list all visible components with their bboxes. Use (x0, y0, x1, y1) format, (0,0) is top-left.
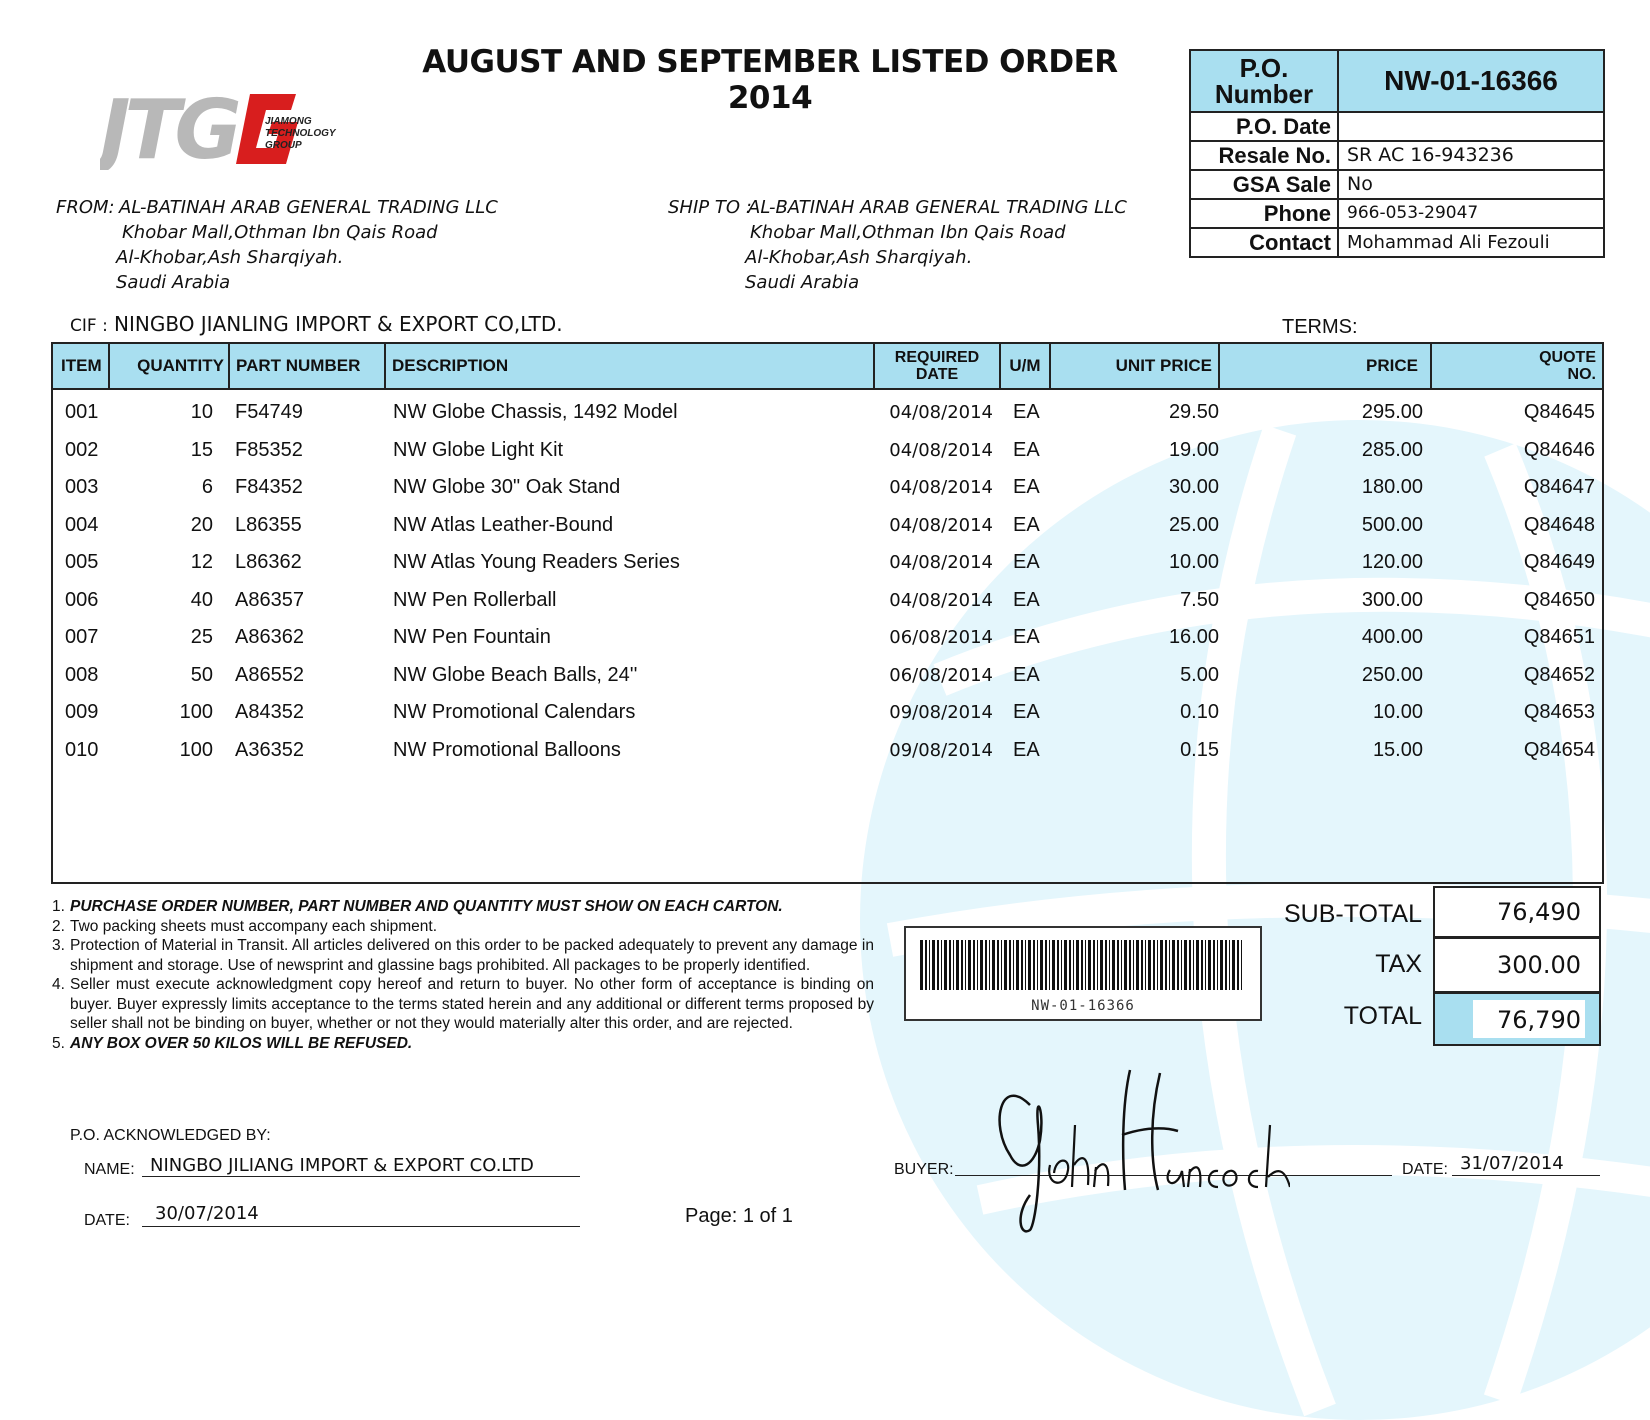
table-row (53, 732, 1602, 769)
cell-unit-price: 0.10 (1180, 701, 1219, 723)
cell-required-date: 04/08/2014 (889, 402, 993, 423)
po-number-row (1191, 51, 1603, 111)
cell-unit-price: 7.50 (1180, 588, 1219, 611)
from-line-2: Khobar Mall,Othman Ibn Qais Road (122, 222, 438, 243)
cell-quote-no: Q84649 (1523, 551, 1595, 573)
cell-um: EA (1013, 738, 1040, 761)
cell-price: 295.00 (1361, 401, 1423, 423)
cell-item: 005 (65, 551, 99, 573)
cell-price: 10.00 (1372, 701, 1423, 723)
cell-part-number: A86552 (235, 663, 304, 686)
total-box (1433, 992, 1601, 1046)
name-label: NAME: (84, 1161, 135, 1178)
po-date-value (1339, 113, 1603, 140)
col-price: PRICE (1220, 344, 1432, 388)
cell-part-number: F84352 (235, 476, 303, 498)
cell-quote-no: Q84651 (1523, 626, 1595, 648)
contact-value: Mohammad Ali Fezouli (1347, 232, 1550, 253)
cell-description: NW Globe Light Kit (393, 438, 564, 461)
ack-date-label: DATE: (84, 1212, 130, 1229)
buyer-date-label: DATE: (1402, 1161, 1448, 1178)
name-value: NINGBO JILIANG IMPORT & EXPORT CO.LTD (150, 1155, 534, 1176)
cell-required-date: 04/08/2014 (889, 477, 993, 498)
col-quantity: QUANTITY (110, 344, 230, 388)
ship-to-line-2: Khobar Mall,Othman Ibn Qais Road (750, 222, 1066, 243)
cell-item: 003 (65, 476, 99, 498)
buyer-label: BUYER: (894, 1161, 954, 1178)
from-line-3: Al-Khobar,Ash Sharqiyah. (116, 247, 344, 268)
order-table (51, 342, 1604, 884)
cell-unit-price: 16.00 (1168, 626, 1219, 648)
cell-price: 120.00 (1361, 551, 1423, 573)
cell-description: NW Promotional Calendars (393, 701, 636, 723)
cif-value: NINGBO JIANLING IMPORT & EXPORT CO,LTD. (114, 312, 563, 336)
cell-required-date: 06/08/2014 (889, 627, 993, 648)
logo-tagline-2: TECHNOLOGY (265, 128, 336, 139)
ack-label: P.O. ACKNOWLEDGED BY: (70, 1127, 271, 1144)
note-text: Seller must execute acknowledgment copy hereof and return to buyer. No other form of acceptance is binding on buyer. Buyer expressly limits acceptance to the terms stated herein and any additional or different terms proposed by seller shall not be binding on buyer, whether or not they would materially alter this order, and are rejected. (70, 976, 874, 1032)
cell-description: NW Globe 30" Oak Stand (393, 476, 621, 498)
cell-quantity: 6 (201, 476, 213, 498)
total-label: TOTAL (1343, 1002, 1422, 1030)
note-item (52, 936, 874, 975)
table-row (53, 619, 1602, 656)
cell-price: 500.00 (1361, 513, 1423, 536)
cell-quote-no: Q84645 (1523, 401, 1595, 423)
cell-um: EA (1013, 626, 1040, 648)
phone-value: 966-053-29047 (1347, 203, 1479, 223)
cell-quantity: 10 (190, 401, 213, 423)
cell-price: 285.00 (1361, 438, 1423, 461)
cell-quantity: 25 (190, 626, 213, 648)
cell-um: EA (1013, 438, 1040, 461)
cell-part-number: A84352 (235, 701, 304, 723)
page-number: Page: 1 of 1 (685, 1205, 793, 1227)
cell-required-date: 04/08/2014 (889, 439, 993, 461)
cell-quote-no: Q84650 (1523, 588, 1595, 611)
phone-row (1191, 198, 1603, 227)
cell-part-number: F85352 (235, 438, 303, 461)
cell-unit-price: 19.00 (1168, 438, 1219, 461)
logo-tagline-3: GROUP (265, 140, 302, 151)
cell-item: 007 (65, 626, 99, 648)
cell-price: 180.00 (1361, 476, 1423, 498)
ship-to-label: SHIP TO : (668, 197, 752, 218)
note-number: 4. (52, 976, 65, 993)
note-item (52, 1034, 874, 1054)
cell-um: EA (1013, 513, 1040, 536)
subtotal-value: 76,490 (1497, 898, 1581, 926)
resale-no-row (1191, 140, 1603, 169)
note-item (52, 897, 874, 917)
cell-item: 004 (65, 513, 99, 536)
gsa-sale-value: No (1347, 173, 1373, 195)
cell-item: 001 (65, 401, 99, 423)
cell-um: EA (1013, 588, 1040, 611)
cell-unit-price: 30.00 (1168, 476, 1219, 498)
logo-letters: JTG (100, 86, 236, 170)
cell-unit-price: 0.15 (1180, 738, 1219, 761)
cell-quantity: 100 (179, 701, 213, 723)
tax-label: TAX (1375, 950, 1422, 978)
table-row (53, 694, 1602, 731)
tax-box (1433, 937, 1601, 993)
cell-price: 400.00 (1361, 626, 1423, 648)
col-unit-price: UNIT PRICE (1051, 344, 1220, 388)
cell-description: NW Globe Chassis, 1492 Model (393, 401, 678, 423)
from-line-1: AL-BATINAH ARAB GENERAL TRADING LLC (119, 197, 498, 218)
cell-price: 250.00 (1361, 663, 1423, 686)
col-part-number: PART NUMBER (230, 344, 386, 388)
cell-quantity: 40 (190, 588, 213, 611)
cell-part-number: F54749 (235, 401, 303, 423)
phone-label: Phone (1191, 200, 1339, 227)
cell-required-date: 04/08/2014 (889, 552, 993, 573)
cell-required-date: 09/08/2014 (889, 702, 993, 723)
cell-part-number: A86362 (235, 626, 304, 648)
cell-quantity: 50 (190, 663, 213, 686)
ship-to-line-3: Al-Khobar,Ash Sharqiyah. (745, 247, 973, 268)
cell-quote-no: Q84653 (1523, 701, 1595, 723)
po-number-label: P.O. Number (1191, 51, 1339, 111)
ack-date-value: 30/07/2014 (155, 1203, 259, 1224)
note-item (52, 975, 874, 1034)
cell-quote-no: Q84648 (1523, 513, 1595, 536)
cell-unit-price: 10.00 (1168, 551, 1219, 573)
gsa-sale-row (1191, 169, 1603, 198)
cell-description: NW Pen Fountain (393, 626, 551, 648)
cell-quantity: 12 (190, 551, 213, 573)
cell-um: EA (1013, 551, 1040, 573)
cell-um: EA (1013, 701, 1040, 723)
table-header (53, 344, 1602, 390)
table-row (53, 582, 1602, 619)
col-description: DESCRIPTION (386, 344, 875, 388)
contact-row (1191, 227, 1603, 256)
order-notes (52, 897, 874, 1053)
note-item (52, 917, 874, 937)
col-item: ITEM (53, 344, 110, 388)
cell-um: EA (1013, 401, 1040, 423)
total-value: 76,790 (1497, 1006, 1581, 1034)
ack-date-line (142, 1226, 580, 1227)
cell-item: 006 (65, 588, 99, 611)
cell-quote-no: Q84647 (1523, 476, 1595, 498)
terms-label: TERMS: (1282, 316, 1358, 338)
note-number: 1. (52, 898, 65, 915)
cell-part-number: A86357 (235, 588, 304, 611)
barcode-icon (906, 928, 1260, 998)
col-quote-no: QUOTE NO. (1539, 349, 1596, 383)
cell-price: 15.00 (1372, 738, 1423, 761)
table-row (53, 394, 1602, 431)
cell-um: EA (1013, 476, 1040, 498)
note-text: ANY BOX OVER 50 KILOS WILL BE REFUSED. (70, 1034, 413, 1052)
note-text: PURCHASE ORDER NUMBER, PART NUMBER AND QUANTITY MUST SHOW ON EACH CARTON. (70, 898, 783, 915)
table-row (53, 544, 1602, 581)
logo-tagline-1: JIAMONG (265, 116, 312, 127)
contact-label: Contact (1191, 229, 1339, 256)
po-info-box (1189, 49, 1605, 258)
buyer-date-line (1452, 1175, 1600, 1176)
col-required-date: REQUIRED DATE (875, 344, 1001, 388)
cell-unit-price: 29.50 (1168, 401, 1219, 423)
cell-item: 008 (65, 663, 99, 686)
company-logo (100, 86, 360, 170)
note-number: 5. (52, 1034, 65, 1052)
subtotal-box (1433, 886, 1601, 938)
cell-unit-price: 25.00 (1168, 513, 1219, 536)
cell-part-number: L86355 (235, 513, 302, 536)
note-text: Two packing sheets must accompany each shipment. (70, 917, 438, 935)
cell-quantity: 100 (179, 738, 213, 761)
cell-quote-no: Q84652 (1523, 663, 1595, 686)
subtotal-label: SUB-TOTAL (1284, 900, 1422, 928)
note-number: 3. (52, 937, 65, 954)
cell-quantity: 15 (190, 438, 213, 461)
cell-unit-price: 5.00 (1180, 663, 1219, 686)
tax-value: 300.00 (1497, 951, 1581, 979)
cell-part-number: A36352 (235, 738, 304, 761)
cell-quote-no: Q84646 (1523, 438, 1595, 461)
cell-description: NW Globe Beach Balls, 24'' (393, 663, 638, 686)
cell-item: 009 (65, 701, 99, 723)
cell-um: EA (1013, 663, 1040, 686)
cif-label: CIF : (70, 316, 108, 336)
barcode-box (904, 926, 1262, 1021)
buyer-signature (990, 1065, 1290, 1240)
cell-description: NW Atlas Young Readers Series (393, 551, 680, 573)
table-row (53, 432, 1602, 469)
note-text: Protection of Material in Transit. All articles delivered on this order to be packed adequately to prevent any damage in shipment and storage. Use of newsprint and glassine bags prohibited. All packages to be properly identified. (70, 937, 874, 974)
ship-to-line-1: AL-BATINAH ARAB GENERAL TRADING LLC (748, 197, 1127, 218)
col-um: U/M (1001, 344, 1051, 388)
cell-item: 010 (65, 738, 99, 761)
page-title: AUGUST AND SEPTEMBER LISTED ORDER 2014 (422, 44, 1118, 116)
cell-item: 002 (65, 438, 99, 461)
buyer-date-value: 31/07/2014 (1460, 1153, 1564, 1174)
from-label: FROM: (56, 197, 115, 218)
cell-required-date: 09/08/2014 (889, 739, 993, 761)
cell-description: NW Promotional Balloons (393, 738, 621, 761)
cell-description: NW Pen Rollerball (393, 588, 557, 611)
po-date-row (1191, 111, 1603, 140)
barcode-text: NW-01-16366 (1031, 998, 1135, 1014)
table-row (53, 657, 1602, 694)
ship-to-line-4: Saudi Arabia (745, 272, 860, 293)
table-row (53, 507, 1602, 544)
cell-description: NW Atlas Leather-Bound (393, 513, 614, 536)
cell-quote-no: Q84654 (1523, 738, 1595, 761)
from-line-4: Saudi Arabia (116, 272, 231, 293)
po-number-value: NW-01-16366 (1384, 65, 1558, 96)
po-date-label: P.O. Date (1191, 113, 1339, 140)
gsa-sale-label: GSA Sale (1191, 171, 1339, 198)
name-line (142, 1176, 580, 1177)
note-number: 2. (52, 917, 65, 935)
cell-quantity: 20 (190, 513, 213, 536)
cell-part-number: L86362 (235, 551, 302, 573)
resale-no-value: SR AC 16-943236 (1347, 144, 1514, 166)
cell-required-date: 06/08/2014 (889, 664, 993, 686)
cell-price: 300.00 (1361, 588, 1423, 611)
resale-no-label: Resale No. (1191, 142, 1339, 169)
table-row (53, 469, 1602, 506)
cell-required-date: 04/08/2014 (889, 514, 993, 536)
cell-required-date: 04/08/2014 (889, 589, 993, 611)
